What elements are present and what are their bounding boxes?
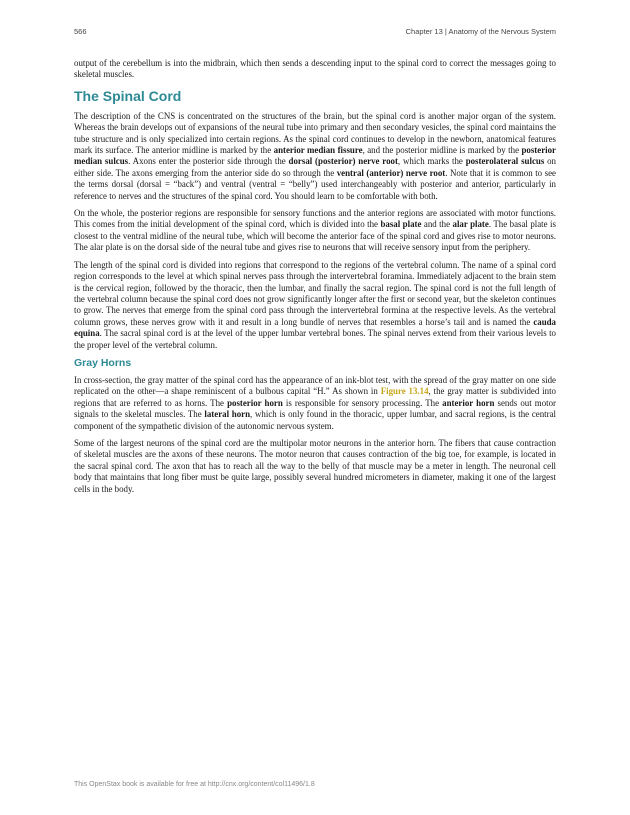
term-ventral-nerve-root: ventral (anterior) nerve root bbox=[336, 167, 446, 178]
paragraph-gray-horns: In cross-section, the gray matter of the spinal cord has the appearance of an ink-blot test, with the spread of the gray matter on one side replicated on the other—a shape reminiscent of a bulbous capital “H.” As shown in Figure 13.14, the gray matter is subdivided into regions that are referred to as horns. The posterior horn is responsible for sensory processing. The anterior horn sends out motor signals to the skeletal muscles. The lateral horn, which is only found in the thoracic, upper lumbar, and sacral regions, is the central component of the sympathetic division of the autonomic nervous system. bbox=[74, 374, 556, 431]
paragraph-surface-features: The description of the CNS is concentrated on the structures of the brain, but the spinal cord is another major organ of the system. Whereas the brain develops out of expansions of the neural tube into primary and then secondary vesicles, the spinal cord maintains the tube structure and is only specialized into certain regions. As the spinal cord continues to develop in the newborn, anatomical features mark its surface. The anterior midline is marked by the anterior median fissure, and the posterior midline is marked by the posterior median sulcus. Axons enter the posterior side through the dorsal (posterior) nerve root, which marks the posterolateral sulcus on either side. The axons emerging from the anterior side do so through the ventral (anterior) nerve root. Note that it is common to see the terms dorsal (dorsal = “back”) and ventral (ventral = “belly”) used interchangeably with posterior and anterior, particularly in reference to nerves and the structures of the spinal cord. You should learn to be comfortable with both. bbox=[74, 110, 556, 201]
footer-note: This OpenStax book is available for free at http://cnx.org/content/col11496/1.8 bbox=[74, 781, 315, 788]
term-cauda-equina: cauda equina bbox=[74, 316, 556, 339]
paragraph-motor-neurons: Some of the largest neurons of the spinal cord are the multipolar motor neurons in the anterior horn. The fibers that cause contraction of skeletal muscles are the axons of these neurons. The motor neuron that causes contraction of the big toe, for example, is located in the sacral spinal cord. The axon that has to reach all the way to the belly of that muscle may be a meter in length. The neuronal cell body that maintains that long fiber must be quite large, possibly several hundred micrometers in diameter, making it one of the largest cells in the body. bbox=[74, 437, 556, 494]
figure-link[interactable]: Figure 13.14 bbox=[380, 386, 429, 397]
term-dorsal-nerve-root: dorsal (posterior) nerve root bbox=[288, 156, 398, 167]
page-content bbox=[74, 58, 556, 501]
term-lateral-horn: lateral horn bbox=[204, 409, 251, 420]
page-number: 566 bbox=[74, 27, 87, 36]
term-anterior-median-fissure: anterior median fissure bbox=[273, 145, 363, 156]
term-alar-plate: alar plate bbox=[452, 219, 489, 230]
term-basal-plate: basal plate bbox=[380, 219, 422, 230]
section-title: The Spinal Cord bbox=[74, 87, 182, 104]
term-anterior-horn: anterior horn bbox=[442, 397, 495, 408]
term-posterior-horn: posterior horn bbox=[227, 397, 283, 408]
paragraph-plates: On the whole, the posterior regions are responsible for sensory functions and the anterior regions are associated with motor functions. This comes from the initial development of the spinal cord, which is divided into the basal plate and the alar plate. The basal plate is closest to the ventral midline of the neural tube, which will become the anterior face of the spinal cord and gives rise to motor neurons. The alar plate is on the dorsal side of the neural tube and gives rise to neurons that will receive sensory input from the periphery. bbox=[74, 208, 556, 253]
term-posterolateral-sulcus: posterolateral sulcus bbox=[465, 156, 545, 167]
term-posterior-median-sulcus: posterior median sulcus bbox=[74, 145, 556, 167]
running-head: Chapter 13 | Anatomy of the Nervous System bbox=[405, 27, 556, 36]
intro-paragraph: output of the cerebellum is into the midbrain, which then sends a descending input to the spinal cord to correct the messages going to skeletal muscles. bbox=[74, 58, 556, 80]
subsection-title: Gray Horns bbox=[74, 356, 132, 369]
paragraph-regions: The length of the spinal cord is divided into regions that correspond to the regions of the vertebral column. The name of a spinal cord region corresponds to the level at which spinal nerves pass through the intervertebral foramina. Immediately adjacent to the brain stem is the cervical region, followed by the thoracic, then the lumbar, and finally the sacral region. The spinal cord is not the full length of the vertebral column because the spinal cord does not grow significantly longer after the first or second year, but the skeleton continues to grow. The nerves that emerge from the spinal cord pass through the intervertebral formina at the respective levels. As the vertebral column grows, these nerves grow with it and result in a long bundle of nerves that resembles a horse’s tail and is named the cauda equina. The sacral spinal cord is at the level of the upper lumbar vertebral bones. The spinal nerves extend from their various levels to the proper level of the vertebral column. bbox=[74, 259, 556, 350]
